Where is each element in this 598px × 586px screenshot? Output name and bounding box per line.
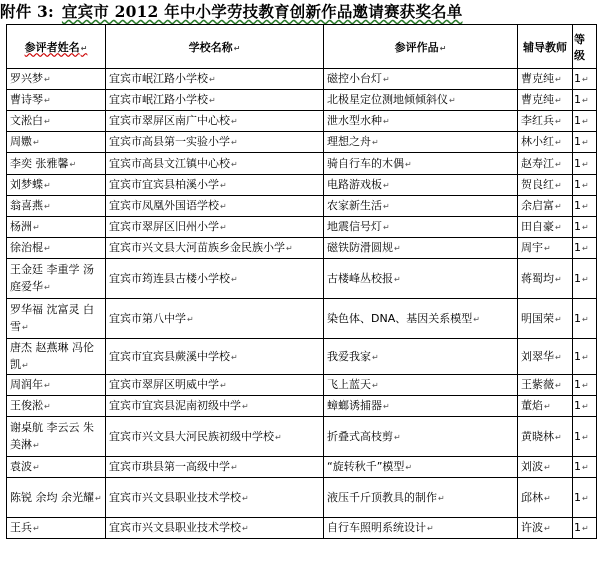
cell-school: 宜宾市兴文县大河苗族乡金民族小学 ↵ xyxy=(106,238,324,259)
table-row xyxy=(7,175,597,196)
cell-work: 磁控小台灯 ↵ xyxy=(324,69,518,90)
cell-teacher: 赵寿江 ↵ xyxy=(518,153,573,175)
cell-name: 刘梦蝶 ↵ xyxy=(7,175,106,196)
cell-name: 谢桌航 李云云 朱美淋 ↵ xyxy=(7,417,106,457)
cell-teacher: 贺良红 ↵ xyxy=(518,175,573,196)
table-row xyxy=(7,238,597,259)
cell-teacher: 许波 ↵ xyxy=(518,518,573,539)
cell-work: 农家新生活 ↵ xyxy=(324,196,518,217)
cell-name: 李奕 张雅馨 ↵ xyxy=(7,153,106,175)
header-work: 参评作品 ↵ xyxy=(324,25,518,69)
cell-rank: 1 ↵ xyxy=(573,196,597,217)
cell-teacher: 田自豪 ↵ xyxy=(518,217,573,238)
cell-teacher: 林小红 ↵ xyxy=(518,132,573,153)
cell-work: 液压千斤顶教具的制作 ↵ xyxy=(324,478,518,518)
table-row xyxy=(7,69,597,90)
cell-rank: 1 ↵ xyxy=(573,417,597,457)
cell-work: 古楼峰丛校报 ↵ xyxy=(324,259,518,299)
cell-school: 宜宾市宜宾县蕨溪中学校 ↵ xyxy=(106,339,324,375)
cell-school: 宜宾市宜宾县泥南初级中学 ↵ xyxy=(106,396,324,417)
cell-name: 杨洲 ↵ xyxy=(7,217,106,238)
cell-name: 周润年 ↵ xyxy=(7,375,106,396)
cell-name: 袁波 ↵ xyxy=(7,457,106,478)
table-row xyxy=(7,396,597,417)
cell-teacher: 蒋蜀均 ↵ xyxy=(518,259,573,299)
table-row xyxy=(7,111,597,132)
cell-work: 飞上蓝天 ↵ xyxy=(324,375,518,396)
cell-rank: 1 ↵ xyxy=(573,457,597,478)
table-row xyxy=(7,259,597,299)
table-header-row xyxy=(7,25,597,69)
cell-work: 北极星定位测地倾倾斜仪 ↵ xyxy=(324,90,518,111)
cell-work: 电路游戏板 ↵ xyxy=(324,175,518,196)
cell-name: 罗华福 沈富灵 白雪 ↵ xyxy=(7,299,106,339)
cell-rank: 1 ↵ xyxy=(573,259,597,299)
table-row xyxy=(7,339,597,375)
cell-work: “旋转秋千”模型 ↵ xyxy=(324,457,518,478)
cell-school: 宜宾市高县文江镇中心校 ↵ xyxy=(106,153,324,175)
cell-work: 地震信号灯 ↵ xyxy=(324,217,518,238)
header-name: 参评者姓名 ↵ xyxy=(7,25,106,69)
cell-teacher: 黄晓林 ↵ xyxy=(518,417,573,457)
cell-name: 陈锐 余均 余光耀 ↵ xyxy=(7,478,106,518)
cell-teacher: 王紫薇 ↵ xyxy=(518,375,573,396)
table-row xyxy=(7,375,597,396)
cell-rank: 1 ↵ xyxy=(573,299,597,339)
cell-rank: 1 ↵ xyxy=(573,175,597,196)
cell-name: 王俊淞 ↵ xyxy=(7,396,106,417)
cell-teacher: 明国荣 ↵ xyxy=(518,299,573,339)
table-row xyxy=(7,132,597,153)
cell-work: 骑自行车的木偶 ↵ xyxy=(324,153,518,175)
cell-school: 宜宾市兴文县职业技术学校 ↵ xyxy=(106,518,324,539)
cell-name: 王金廷 李重学 汤庭爱华 ↵ xyxy=(7,259,106,299)
cell-name: 翁喜燕 ↵ xyxy=(7,196,106,217)
cell-rank: 1 ↵ xyxy=(573,238,597,259)
title-text: 宜宾市 2012 年中小学劳技教育创新作品邀请赛获奖名单 xyxy=(61,2,463,21)
table-row xyxy=(7,478,597,518)
cell-work: 理想之舟 ↵ xyxy=(324,132,518,153)
cell-school: 宜宾市高县第一实验小学 ↵ xyxy=(106,132,324,153)
cell-rank: 1 ↵ xyxy=(573,132,597,153)
table-row xyxy=(7,518,597,539)
cell-teacher: 李红兵 ↵ xyxy=(518,111,573,132)
cell-name: 罗兴梦 ↵ xyxy=(7,69,106,90)
cell-rank: 1 ↵ xyxy=(573,396,597,417)
header-teacher: 辅导教师 xyxy=(518,25,573,69)
cell-teacher: 曹克纯 ↵ xyxy=(518,69,573,90)
cell-work: 我爱我家 ↵ xyxy=(324,339,518,375)
cell-teacher: 刘波 ↵ xyxy=(518,457,573,478)
cell-rank: 1 ↵ xyxy=(573,153,597,175)
cell-rank: 1 ↵ xyxy=(573,339,597,375)
cell-work: 蟑螂诱捕器 ↵ xyxy=(324,396,518,417)
cell-school: 宜宾市翠屏区旧州小学 ↵ xyxy=(106,217,324,238)
cell-school: 宜宾市筠连县古楼小学校 ↵ xyxy=(106,259,324,299)
table-row xyxy=(7,153,597,175)
table-row xyxy=(7,217,597,238)
table-row xyxy=(7,299,597,339)
cell-school: 宜宾市宜宾县柏溪小学 ↵ xyxy=(106,175,324,196)
table-row xyxy=(7,196,597,217)
cell-rank: 1 ↵ xyxy=(573,69,597,90)
cell-school: 宜宾市凤凰外国语学校 ↵ xyxy=(106,196,324,217)
table-row xyxy=(7,417,597,457)
cell-name: 唐杰 赵燕琳 冯伦凯 ↵ xyxy=(7,339,106,375)
header-rank: 等级 xyxy=(573,25,597,69)
cell-teacher: 余启富 ↵ xyxy=(518,196,573,217)
header-school: 学校名称 ↵ xyxy=(106,25,324,69)
cell-work: 染色体、DNA、基因关系模型 ↵ xyxy=(324,299,518,339)
cell-teacher: 邱林 ↵ xyxy=(518,478,573,518)
cell-school: 宜宾市珙县第一高级中学 ↵ xyxy=(106,457,324,478)
cell-rank: 1 ↵ xyxy=(573,90,597,111)
title-prefix: 附件 3: xyxy=(0,2,54,21)
cell-name: 徐治棍 ↵ xyxy=(7,238,106,259)
document-title xyxy=(0,0,462,24)
cell-school: 宜宾市兴文县大河民族初级中学校 ↵ xyxy=(106,417,324,457)
cell-rank: 1 ↵ xyxy=(573,375,597,396)
award-table xyxy=(6,24,597,539)
cell-school: 宜宾市岷江路小学校 ↵ xyxy=(106,90,324,111)
cell-rank: 1 ↵ xyxy=(573,111,597,132)
cell-work: 折叠式高枝剪 ↵ xyxy=(324,417,518,457)
cell-work: 磁铁防滑圆规 ↵ xyxy=(324,238,518,259)
cell-name: 曹诗琴 ↵ xyxy=(7,90,106,111)
cell-school: 宜宾市翠屏区南广中心校 ↵ xyxy=(106,111,324,132)
cell-school: 宜宾市第八中学 ↵ xyxy=(106,299,324,339)
cell-teacher: 曹克纯 ↵ xyxy=(518,90,573,111)
cell-rank: 1 ↵ xyxy=(573,217,597,238)
cell-school: 宜宾市岷江路小学校 ↵ xyxy=(106,69,324,90)
table-row xyxy=(7,90,597,111)
cell-school: 宜宾市翠屏区明威中学 ↵ xyxy=(106,375,324,396)
cell-rank: 1 ↵ xyxy=(573,518,597,539)
cell-teacher: 董焰 ↵ xyxy=(518,396,573,417)
cell-work: 自行车照明系统设计 ↵ xyxy=(324,518,518,539)
cell-teacher: 周宇 ↵ xyxy=(518,238,573,259)
cell-teacher: 刘翠华 ↵ xyxy=(518,339,573,375)
cell-rank: 1 ↵ xyxy=(573,478,597,518)
cell-school: 宜宾市兴文县职业技术学校 ↵ xyxy=(106,478,324,518)
cell-name: 文淞白 ↵ xyxy=(7,111,106,132)
cell-work: 泄水型水种 ↵ xyxy=(324,111,518,132)
cell-name: 王兵 ↵ xyxy=(7,518,106,539)
table-row xyxy=(7,457,597,478)
cell-name: 周嫐 ↵ xyxy=(7,132,106,153)
